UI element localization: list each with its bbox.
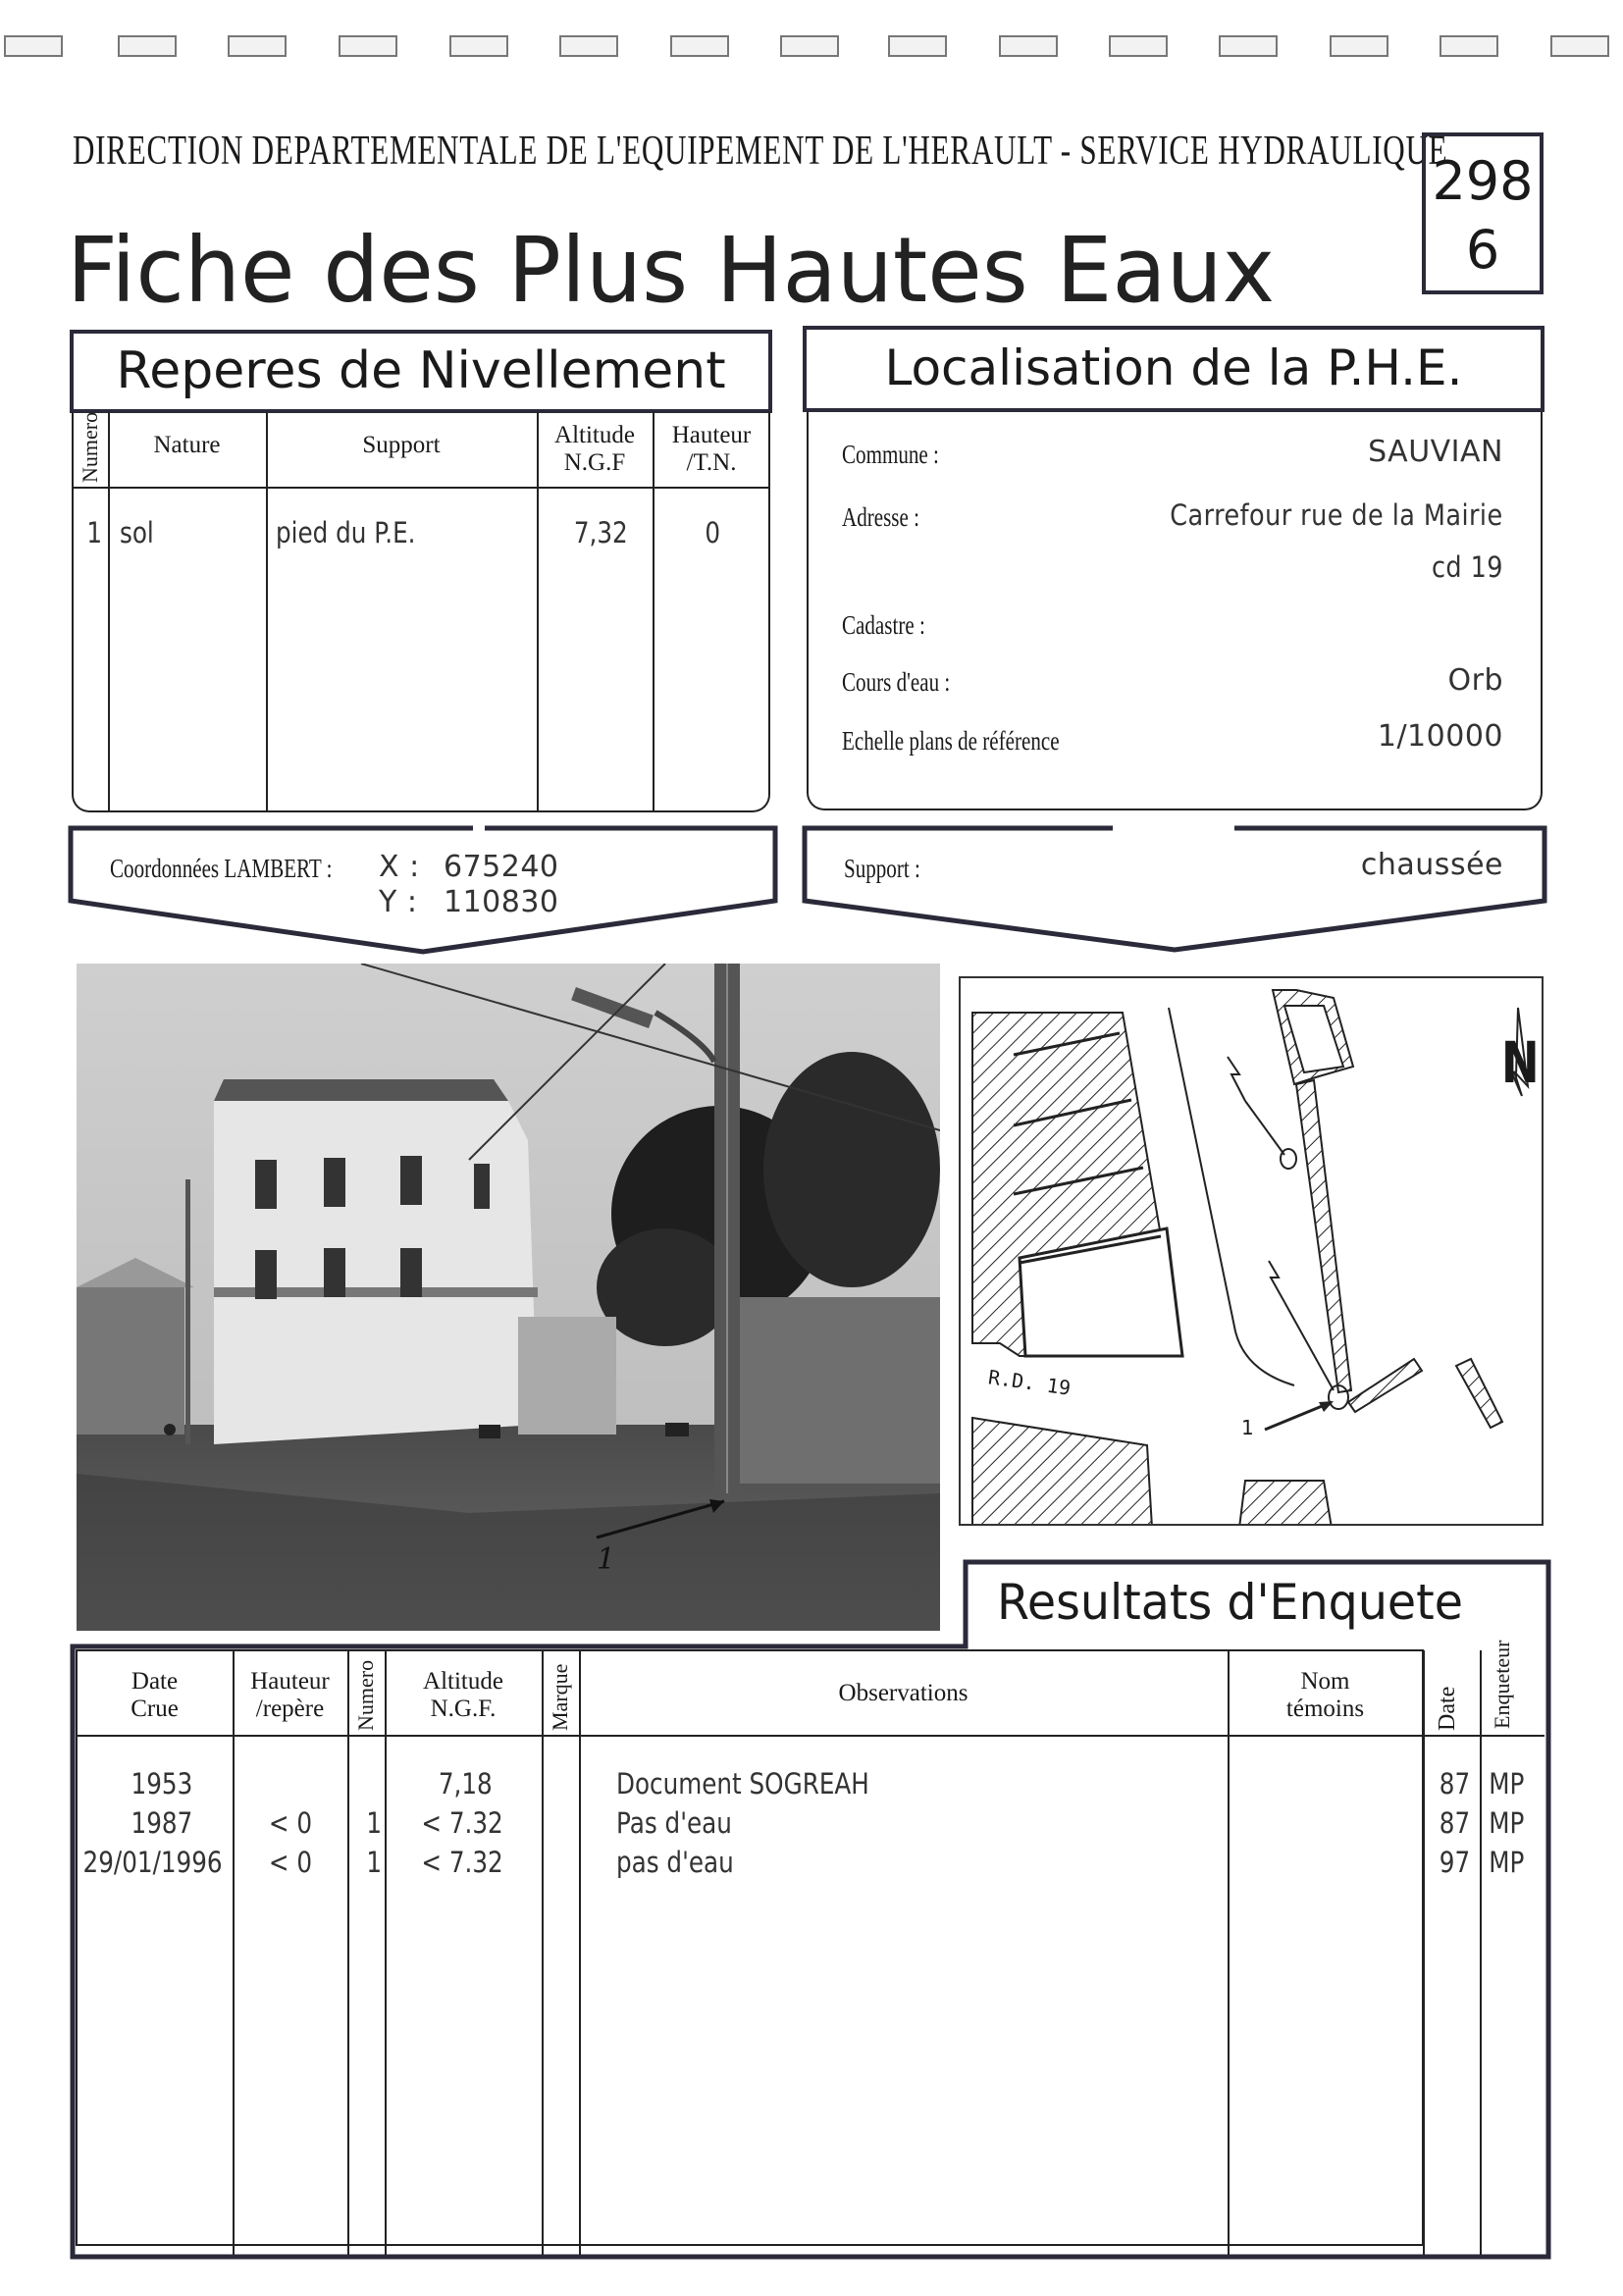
- row-date-crue: 29/01/1996: [82, 1846, 223, 1879]
- row-numero: 1: [86, 516, 103, 549]
- row-date-crue: 1987: [131, 1806, 193, 1840]
- commune-value: SAUVIAN: [1368, 435, 1503, 469]
- col-nom-temoins-header: [1228, 1668, 1423, 1722]
- row-date: 87: [1439, 1806, 1471, 1840]
- echelle-value: 1/10000: [1377, 719, 1503, 754]
- reperes-title-box: [70, 330, 772, 413]
- col-altitude-header: [537, 422, 653, 476]
- row-observation: Document SOGREAH: [616, 1767, 869, 1800]
- col-nature-header: Nature: [153, 432, 221, 458]
- map-marker: 1: [1241, 1416, 1254, 1439]
- lambert-arrow-box: [67, 824, 779, 957]
- col-observations-header: Observations: [838, 1680, 969, 1706]
- row-enqueteur: MP: [1489, 1767, 1525, 1800]
- col-nom-temoins-l1: Nom: [1300, 1668, 1350, 1695]
- col-hauteur-repere-header: [233, 1668, 347, 1722]
- localisation-title: Localisation de la P.H.E.: [884, 339, 1463, 396]
- echelle-label: Echelle plans de référence: [842, 726, 1060, 756]
- col-hauteur-header: [653, 422, 770, 476]
- col-date-crue-l1: Date: [131, 1668, 179, 1695]
- adresse-line1: Carrefour rue de la Mairie: [1170, 498, 1503, 532]
- col-numero-header: Numero: [353, 1659, 378, 1731]
- row-observation: Pas d'eau: [616, 1806, 732, 1840]
- page-title: Fiche des Plus Hautes Eaux: [67, 218, 1276, 323]
- col-marque-header: Marque: [548, 1663, 572, 1731]
- reference-box: [1422, 132, 1544, 294]
- col-altitude-l1: Altitude: [423, 1668, 503, 1695]
- col-altitude-header-l2: N.G.F: [563, 448, 626, 476]
- row-nature: sol: [120, 516, 154, 549]
- lambert-y-label: Y :: [379, 885, 418, 919]
- row-support: pied du P.E.: [276, 516, 416, 549]
- col-altitude-header: [385, 1668, 542, 1722]
- support-value: chaussée: [1360, 848, 1503, 882]
- photo-marker: 1: [597, 1542, 616, 1577]
- col-nom-temoins-l2: témoins: [1285, 1695, 1365, 1722]
- reperes-table: [72, 412, 770, 812]
- agency-line: DIRECTION DEPARTEMENTALE DE L'EQUIPEMENT DE L'HERAULT - SERVICE HYDRAULIQUE: [73, 129, 1448, 174]
- row-altitude: < 7.32: [421, 1846, 503, 1879]
- col-hauteur-header-l1: Hauteur: [671, 422, 752, 448]
- cours-value: Orb: [1447, 663, 1503, 698]
- lambert-x-value: 675240: [444, 850, 559, 884]
- row-date-crue: 1953: [131, 1767, 193, 1800]
- site-photo: [77, 964, 940, 1631]
- cours-label: Cours d'eau :: [842, 667, 951, 697]
- row-date: 97: [1439, 1846, 1471, 1879]
- support-label: Support :: [844, 854, 920, 883]
- cadastre-label: Cadastre :: [842, 610, 925, 640]
- col-date-header: Date: [1435, 1686, 1460, 1731]
- support-arrow-box: [801, 824, 1548, 957]
- col-hauteur-repere-l2: /repère: [255, 1695, 325, 1722]
- north-arrow-icon: N: [1500, 1029, 1540, 1096]
- lambert-y-value: 110830: [444, 885, 559, 919]
- reference-sub: 6: [1465, 219, 1500, 281]
- col-numero-header: Numero: [78, 411, 102, 483]
- col-hauteur-header-l2: /T.N.: [686, 448, 737, 476]
- reperes-title: Reperes de Nivellement: [116, 341, 726, 400]
- row-date: 87: [1439, 1767, 1471, 1800]
- reference-number: 298: [1432, 150, 1534, 212]
- localisation-title-box: [803, 326, 1544, 412]
- col-date-crue-header: [77, 1668, 233, 1722]
- col-support-header: Support: [362, 432, 441, 458]
- row-observation: pas d'eau: [616, 1846, 734, 1879]
- resultats-table: [77, 1640, 1544, 2255]
- commune-label: Commune :: [842, 440, 939, 469]
- row-enqueteur: MP: [1489, 1846, 1525, 1879]
- row-numero: 1: [366, 1846, 383, 1879]
- row-hauteur: 0: [705, 516, 721, 549]
- col-altitude-l2: N.G.F.: [430, 1695, 497, 1722]
- row-hauteur: < 0: [268, 1806, 313, 1840]
- col-hauteur-repere-l1: Hauteur: [250, 1668, 330, 1695]
- adresse-line2: cd 19: [1431, 550, 1503, 584]
- lambert-x-label: X :: [379, 850, 420, 884]
- row-enqueteur: MP: [1489, 1806, 1525, 1840]
- resultats-title: Resultats d'Enquete: [997, 1574, 1463, 1631]
- row-hauteur: < 0: [268, 1846, 313, 1879]
- col-date-crue-l2: Crue: [131, 1695, 179, 1722]
- row-altitude: 7,32: [573, 516, 628, 549]
- site-map: [959, 976, 1544, 1526]
- col-enqueteur-header: Enqueteur: [1490, 1640, 1514, 1729]
- col-altitude-header-l1: Altitude: [554, 422, 635, 448]
- row-numero: 1: [366, 1806, 383, 1840]
- row-altitude: < 7.32: [421, 1806, 503, 1840]
- row-altitude: 7,18: [438, 1767, 493, 1800]
- lambert-label: Coordonnées LAMBERT :: [110, 854, 333, 883]
- adresse-label: Adresse :: [842, 502, 919, 532]
- road-label: R.D. 19: [986, 1365, 1073, 1400]
